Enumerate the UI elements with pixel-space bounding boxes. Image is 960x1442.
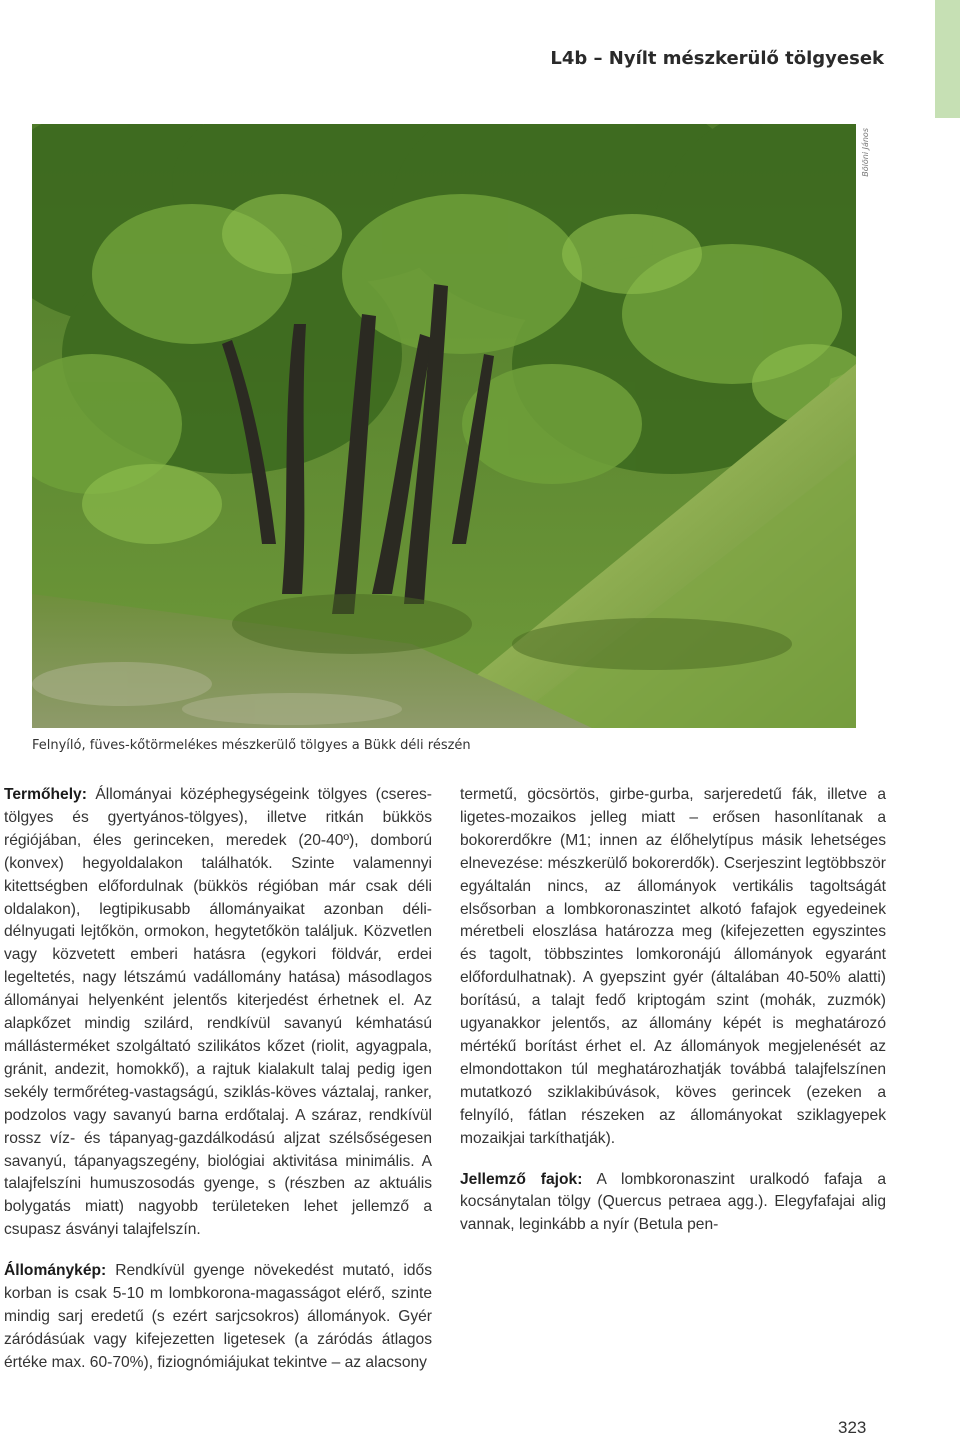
jellemzo-heading: Jellemző fajok: <box>460 1170 583 1188</box>
termohely-text: Állományai középhegységeink tölgyes (cseres-tölgyes és gyertyános-tölgyes), illetve ritkán bükkös régiójában, éles gerinceken, meredek (20-40º), domború (konvex) hegyoldalakon találhatók. Szinte valamennyi kitettségben előfordulnak (bükkös régióban már csak déli oldalakon), legtipikusabb állományaikat azonban déli-délnyugati lejtőkön, ormokon, hegytetőkön találjuk. Közvetlen vagy közvetett emberi hatásra (egykori földvár, erdei legeltetés, nagy létszámú vadállomány hatása) másodlagos állományai helyenként jelentős kiterjedést érhetnek el. Az alapkőzet mindig szilárd, rendkívül savanyú kémhatású mállásterméket szolgáltató szilikátos kőzet (riolit, agyagpala, gránit, andezit, homokkő), a rajtuk kialakult talaj pedig igen sekély termőréteg-vastagságú, sziklás-köves váztalaj, ranker, podzolos vagy savanyú barna erdőtalaj. A száraz, rendkívül rossz víz- és tápanyag-gazdálkodású aljzat szélsőségesen savanyú, tápanyagszegény, biológiai aktivitása minimális. A talajfelszíni humuszosodás gyenge, s (részben az aktuális bolygatás miatt) nagyobb területeken lehet jellemző a csupasz ásványi talajfelszín. <box>4 786 432 1239</box>
allomanykep-text: Rendkívül gyenge növekedést mutató, idős korban is csak 5-10 m lombkorona-magasságot elérő, szinte mindig sarj eredetű (s ezért sarjcsokros) állományok. Gyér záródásúak vagy kifejezetten ligetesek (a záródás átlagos értéke max. 60-70%), fiziognómiájukat tekintve – az alacsony <box>4 1262 432 1371</box>
allomanykep-continuation <box>460 784 886 1151</box>
allomanykep-continuation-text: termetű, göcsörtös, girbe-gurba, sarjeredetű fák, illetve a ligetes-mozaikos jelleg miatt – erősen hasonlítanak a bokorerdőkre (M1; innen az élőhelytípus másik lehetséges elnevezése: mészkerülő bokorerdők). Cserjeszint legtöbbször egyáltalán nincs, az állományok vertikális tagoltságát elsősorban a lombkoronaszintet alkotó fafajok egyedeinek méretbeli eloszlása határozza meg (kifejezetten egyszintes és tagolt, többszintes lomkoronájú állományok egyaránt előfordulhatnak). A gyepszint gyér (általában 40-50% alatti) borítású, a talajt fedő kriptogám szint (mohák, zuzmók) ugyanakkor jelentős, az állomány képét is meghatározó mértékű borítást érhet el. Az állományok megjelenését az elmondottakon túl meghatározhatják továbbá talajfelszínen mutatkozó sziklakibúvások, köves gerincek (ezeken a felnyíló, fátlan részeken az állományokat sziklagyepek mozaikjai tarkíthatják). <box>460 786 886 1147</box>
photo-credit: Bölöni János <box>861 128 870 177</box>
text-column-left <box>4 784 432 1375</box>
forest-photo-illustration <box>32 124 856 728</box>
termohely-paragraph <box>4 784 432 1242</box>
page-number: 323 <box>838 1418 867 1437</box>
allomanykep-heading: Állománykép: <box>4 1262 107 1280</box>
jellemzo-paragraph <box>460 1169 886 1238</box>
forest-photo <box>32 124 856 728</box>
termohely-heading: Termőhely: <box>4 786 87 803</box>
text-column-right <box>460 784 886 1255</box>
photo-caption: Felnyíló, füves-kőtörmelékes mészkerülő tölgyes a Bükk déli részén <box>32 738 471 753</box>
allomanykep-paragraph <box>4 1260 432 1375</box>
page-header-title: L4b – Nyílt mészkerülő tölgyesek <box>550 48 884 69</box>
chapter-tab <box>935 0 960 118</box>
jellemzo-text: A lombkoronaszint uralkodó fafaja a kocsánytalan tölgy (Quercus petraea agg.). Elegyfafajai alig vannak, leginkább a nyír (Betula pen- <box>460 1170 886 1234</box>
